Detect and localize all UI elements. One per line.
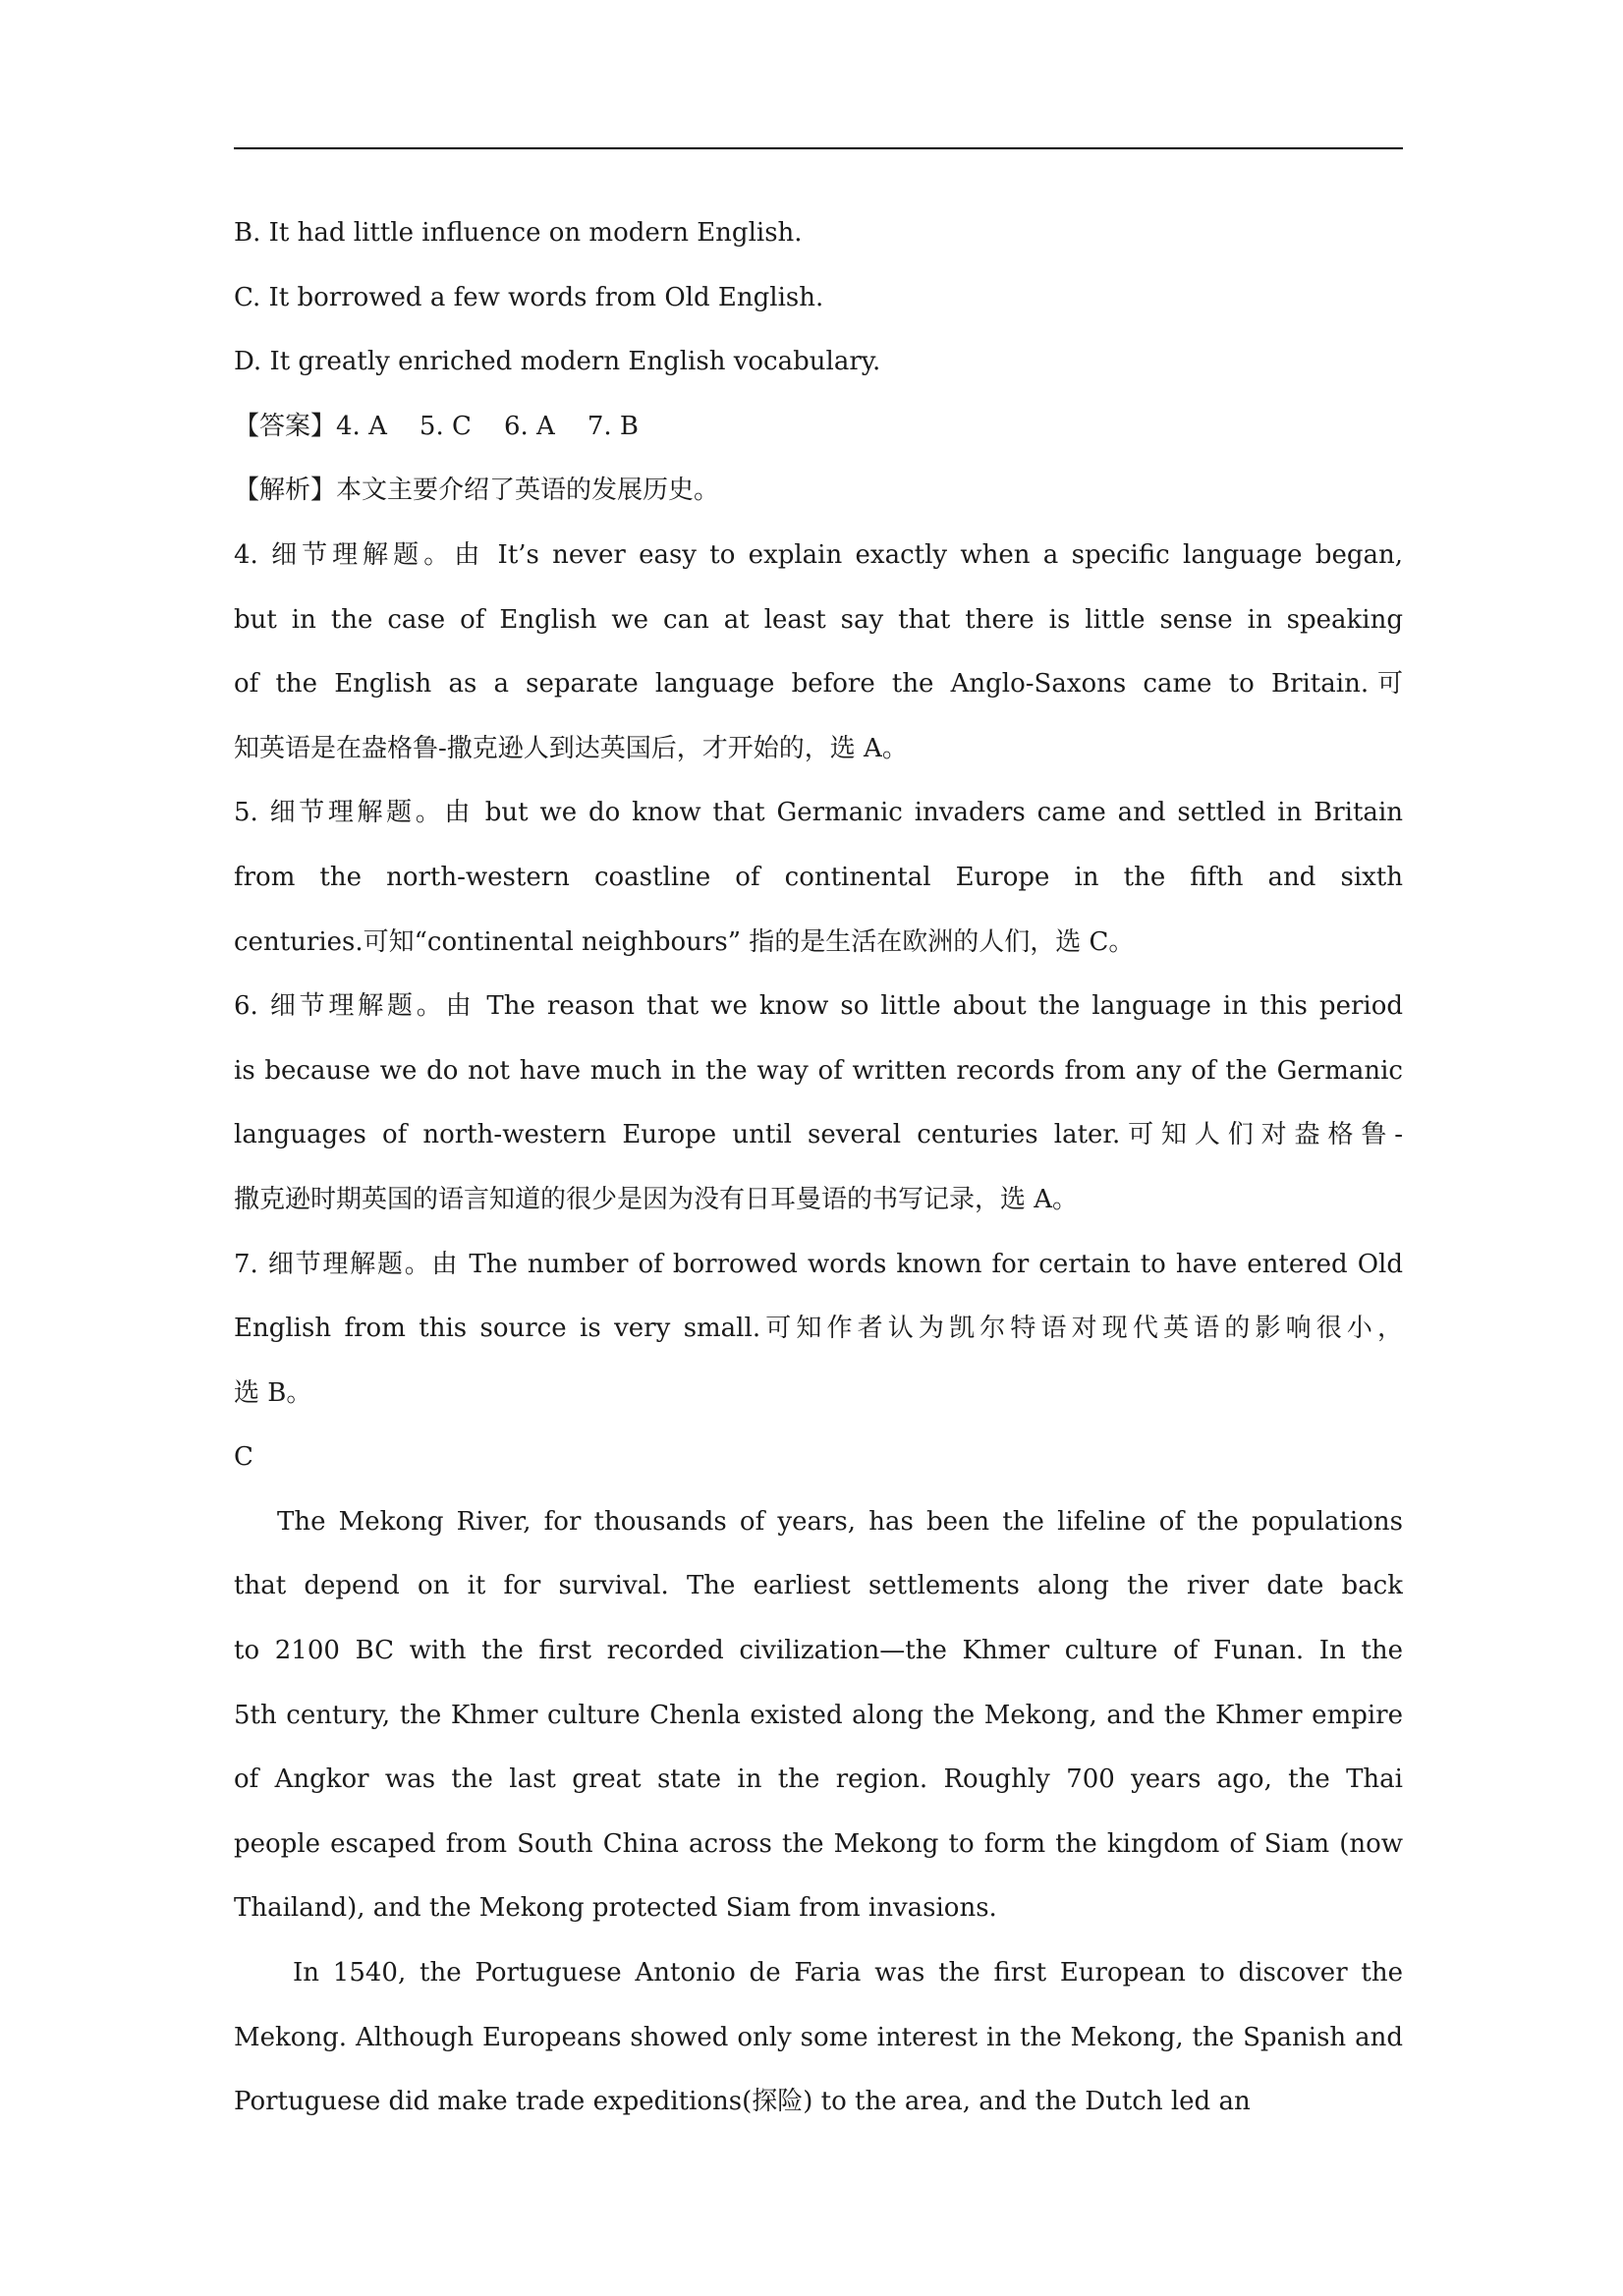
explanation-q4-line: 知英语是在盎格鲁-撒克逊人到达英国后，才开始的，选 A。 [234,733,908,763]
passage-p2-line: Mekong. Although Europeans showed only some interest in the Mekong, the Spanish and [234,2022,1403,2052]
option-d: D. It greatly enriched modern English vocabulary. [234,347,881,377]
explanation-q5-line: from the north-western coastline of continental Europe in the fifth and sixth [234,862,1403,892]
passage-p2-line: Portuguese did make trade expeditions(探险) to the area, and the Dutch led an [234,2087,1251,2117]
explanation-q7-line: English from this source is very small.可知作者认为凯尔特语对现代英语的影响很小， [234,1314,1403,1344]
section-letter: C [234,1442,253,1473]
explanation-q5-line: 5. 细节理解题。由 but we do know that Germanic invaders came and settled in Britain [234,798,1403,828]
analysis-text: 本文主要介绍了英语的发展历史。 [336,476,720,506]
answer-text: 4. A 5. C 6. A 7. B [336,411,640,441]
explanation-q6-line: is because we do not have much in the way of written records from any of the Germanic [234,1055,1403,1086]
explanation-q7-line: 7. 细节理解题。由 The number of borrowed words known for certain to have entered Old [234,1249,1403,1279]
explanation-q6-line: 6. 细节理解题。由 The reason that we know so little about the language in this period [234,991,1403,1022]
explanation-q4-line: of the English as a separate language before the Anglo-Saxons came to Britain.可 [234,669,1403,700]
analysis-label: 【解析】 [234,476,337,506]
explanation-q6-line: 撒克逊时期英国的语言知道的很少是因为没有日耳曼语的书写记录，选 A。 [234,1184,1079,1214]
passage-p1-line: people escaped from South China across the Mekong to form the kingdom of Siam (now [234,1828,1403,1859]
passage-p1-line: to 2100 BC with the first recorded civilization—the Khmer culture of Funan. In the [234,1636,1403,1666]
document-body [234,201,1403,2135]
header-rule [234,147,1403,149]
explanation-q6-line: languages of north-western Europe until several centuries later.可知人们对盎格鲁- [234,1120,1403,1150]
option-c: C. It borrowed a few words from Old English. [234,282,824,312]
passage-p1-line: that depend on it for survival. The earliest settlements along the river date back [234,1571,1403,1601]
passage-p1-line: The Mekong River, for thousands of years, has been the lifeline of the populations [277,1506,1403,1537]
analysis-line [234,459,1403,524]
passage-p1-line: Thailand), and the Mekong protected Siam from invasions. [234,1893,997,1924]
passage-p1-line: of Angkor was the last great state in the region. Roughly 700 years ago, the Thai [234,1764,1403,1795]
explanation-q5-line: centuries.可知“continental neighbours” 指的是生活在欧洲的人们，选 C。 [234,926,1135,957]
passage-p2-line: In 1540, the Portuguese Antonio de Faria was the first European to discover the [293,1958,1403,1988]
explanation-q7-line: 选 B。 [234,1377,312,1408]
answer-line [234,395,1403,460]
passage-p1-line: 5th century, the Khmer culture Chenla existed along the Mekong, and the Khmer empire [234,1700,1403,1730]
answer-label: 【答案】 [234,411,337,441]
explanation-q4-line: 4. 细节理解题。由 It’s never easy to explain exactly when a specific language began, [234,539,1403,570]
option-b: B. It had little influence on modern English. [234,218,803,248]
explanation-q4-line: but in the case of English we can at least say that there is little sense in speaking [234,604,1403,635]
